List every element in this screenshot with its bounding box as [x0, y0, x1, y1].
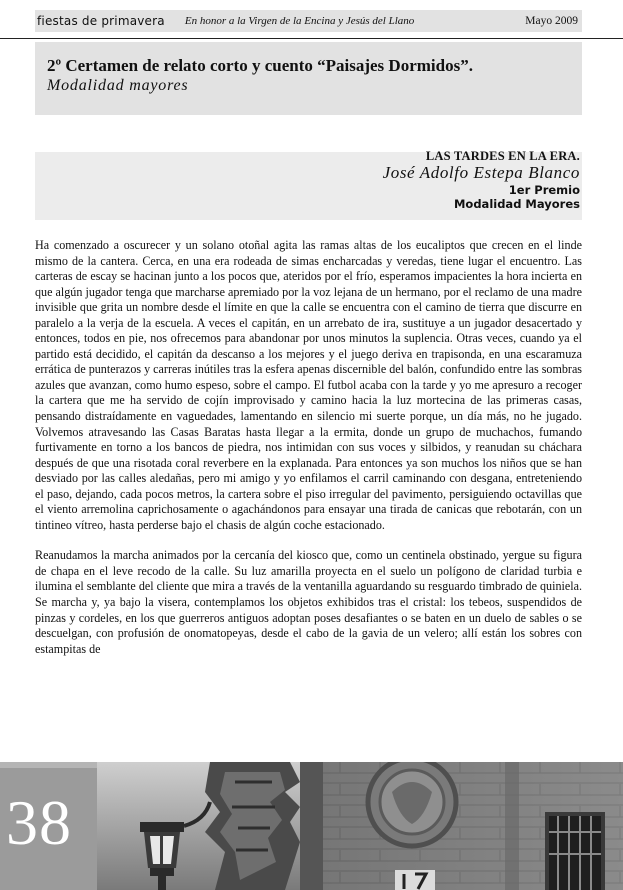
story-body — [35, 238, 582, 657]
story-heading-box — [35, 149, 582, 220]
header-dedication: En honor a la Virgen de la Encina y Jesús del Llano — [184, 15, 415, 27]
body-paragraph: Reanudamos la marcha animados por la cercanía del kiosco que, como un centinela obstinado, yergue su figura de chapa en el leve recodo de la calle. Su luz amarilla proyecta en el suelo un polígono de claridad turbia e ilumina el semblante del cliente que mira a través de la ventanilla aguardando su resguardo timbrado de quiniela. Se marcha y, ya bajo la visera, contemplamos los objetos exhibidos tras el cristal: los tebeos, suspendidos de pinzas y cordeles, en los que guerreros antiguos adoptan poses desafiantes o se baten en un duelo de sables o se descuelgan, con profusión de onomatopeyas, desde el cabo de la gavia de un velero; allí están los sobres con estampitas de — [35, 548, 582, 656]
section-subtitle: Modalidad mayores — [47, 77, 189, 94]
body-paragraph: Ha comenzado a oscurecer y un solano otoñal agita las ramas altas de los eucaliptos que crecen en el linde mismo de la cantera. Cerca, en una era rodeada de simas encharcadas y veredas, tiene lugar el encuentro. Las carteras de escay se hacinan junto a los pocos que, ateridos por el frío, esperamos impacientes la hora incierta en que algún jugador tenga que marcharse apremiado por la voz lejana de un hermano, por el reclamo de una madre invisible que grita un nombre desde el límite en que la calle se encuentra con el camino de tierra que discurre en paralelo a la verja de la escuela. A veces el capitán, en un arrebato de ira, sustituye a un jugador desacertado y entonces, todos en pie, nos ofrecemos para abandonar por unos minutos la suplencia. Otras veces, cuando ya el partido está decidido, el capitán da descanso a los mejores y el juego deriva en trapisonda, en una escaramuza errática de punterazos y carreras inútiles tras la esfera apenas discernible del balón, confundido entre las sombras azules que avanzan, como humo espeso, sobre el campo. El futbol acaba con la tarde y yo me apresuro a recoger la cartera que me ha servido de cojín improvisado y camino hacia la luz mortecina de las primeras casas, pensando distraídamente en vaguedades, lamentando en silencio mi suerte porque, un día más, no he jugado. Volvemos atravesando las Casas Baratas hasta llegar a la ermita, donde un grupo de muchachos, fumando furtivamente en torno a los bancos de piedra, nos intimidan con sus voces y silbidos, y reanudan su cháchara después de que una risotada coral reverbere en la explanada. Para entonces ya son muchos los niños que se han desviado por las calles aledañas, pero mi amigo y yo enfilamos el carril caminando con desgana, entreteniendo el paso, dejando, cada pocos metros, la cartera sobre el piso irregular del pavimento, persiguiendo octavillas que el viento arremolina caprichosamente o agachándonos para ensayar una tirada de canicas que rebotarán, con un tintineo vítreo, hasta perderse bajo el chasis de algún coche estacionado. — [35, 238, 583, 532]
story-author: José Adolfo Estepa Blanco — [382, 163, 580, 182]
story-prize: 1er Premio — [508, 183, 580, 197]
section-title: 2º Certamen de relato corto y cuento “Paisajes Dormidos”. — [47, 56, 473, 75]
issue-date: Mayo 2009 — [525, 15, 578, 27]
header-rule — [0, 38, 623, 39]
architecture-photo — [0, 762, 623, 890]
story-title: LAS TARDES EN LA ERA. — [425, 149, 580, 163]
story-category: Modalidad Mayores — [453, 197, 580, 211]
running-header — [35, 10, 582, 32]
publication-name: fiestas de primavera — [37, 14, 165, 28]
photo-strip — [0, 762, 623, 890]
page-number: 38 — [6, 787, 72, 858]
section-heading-box — [35, 42, 582, 115]
